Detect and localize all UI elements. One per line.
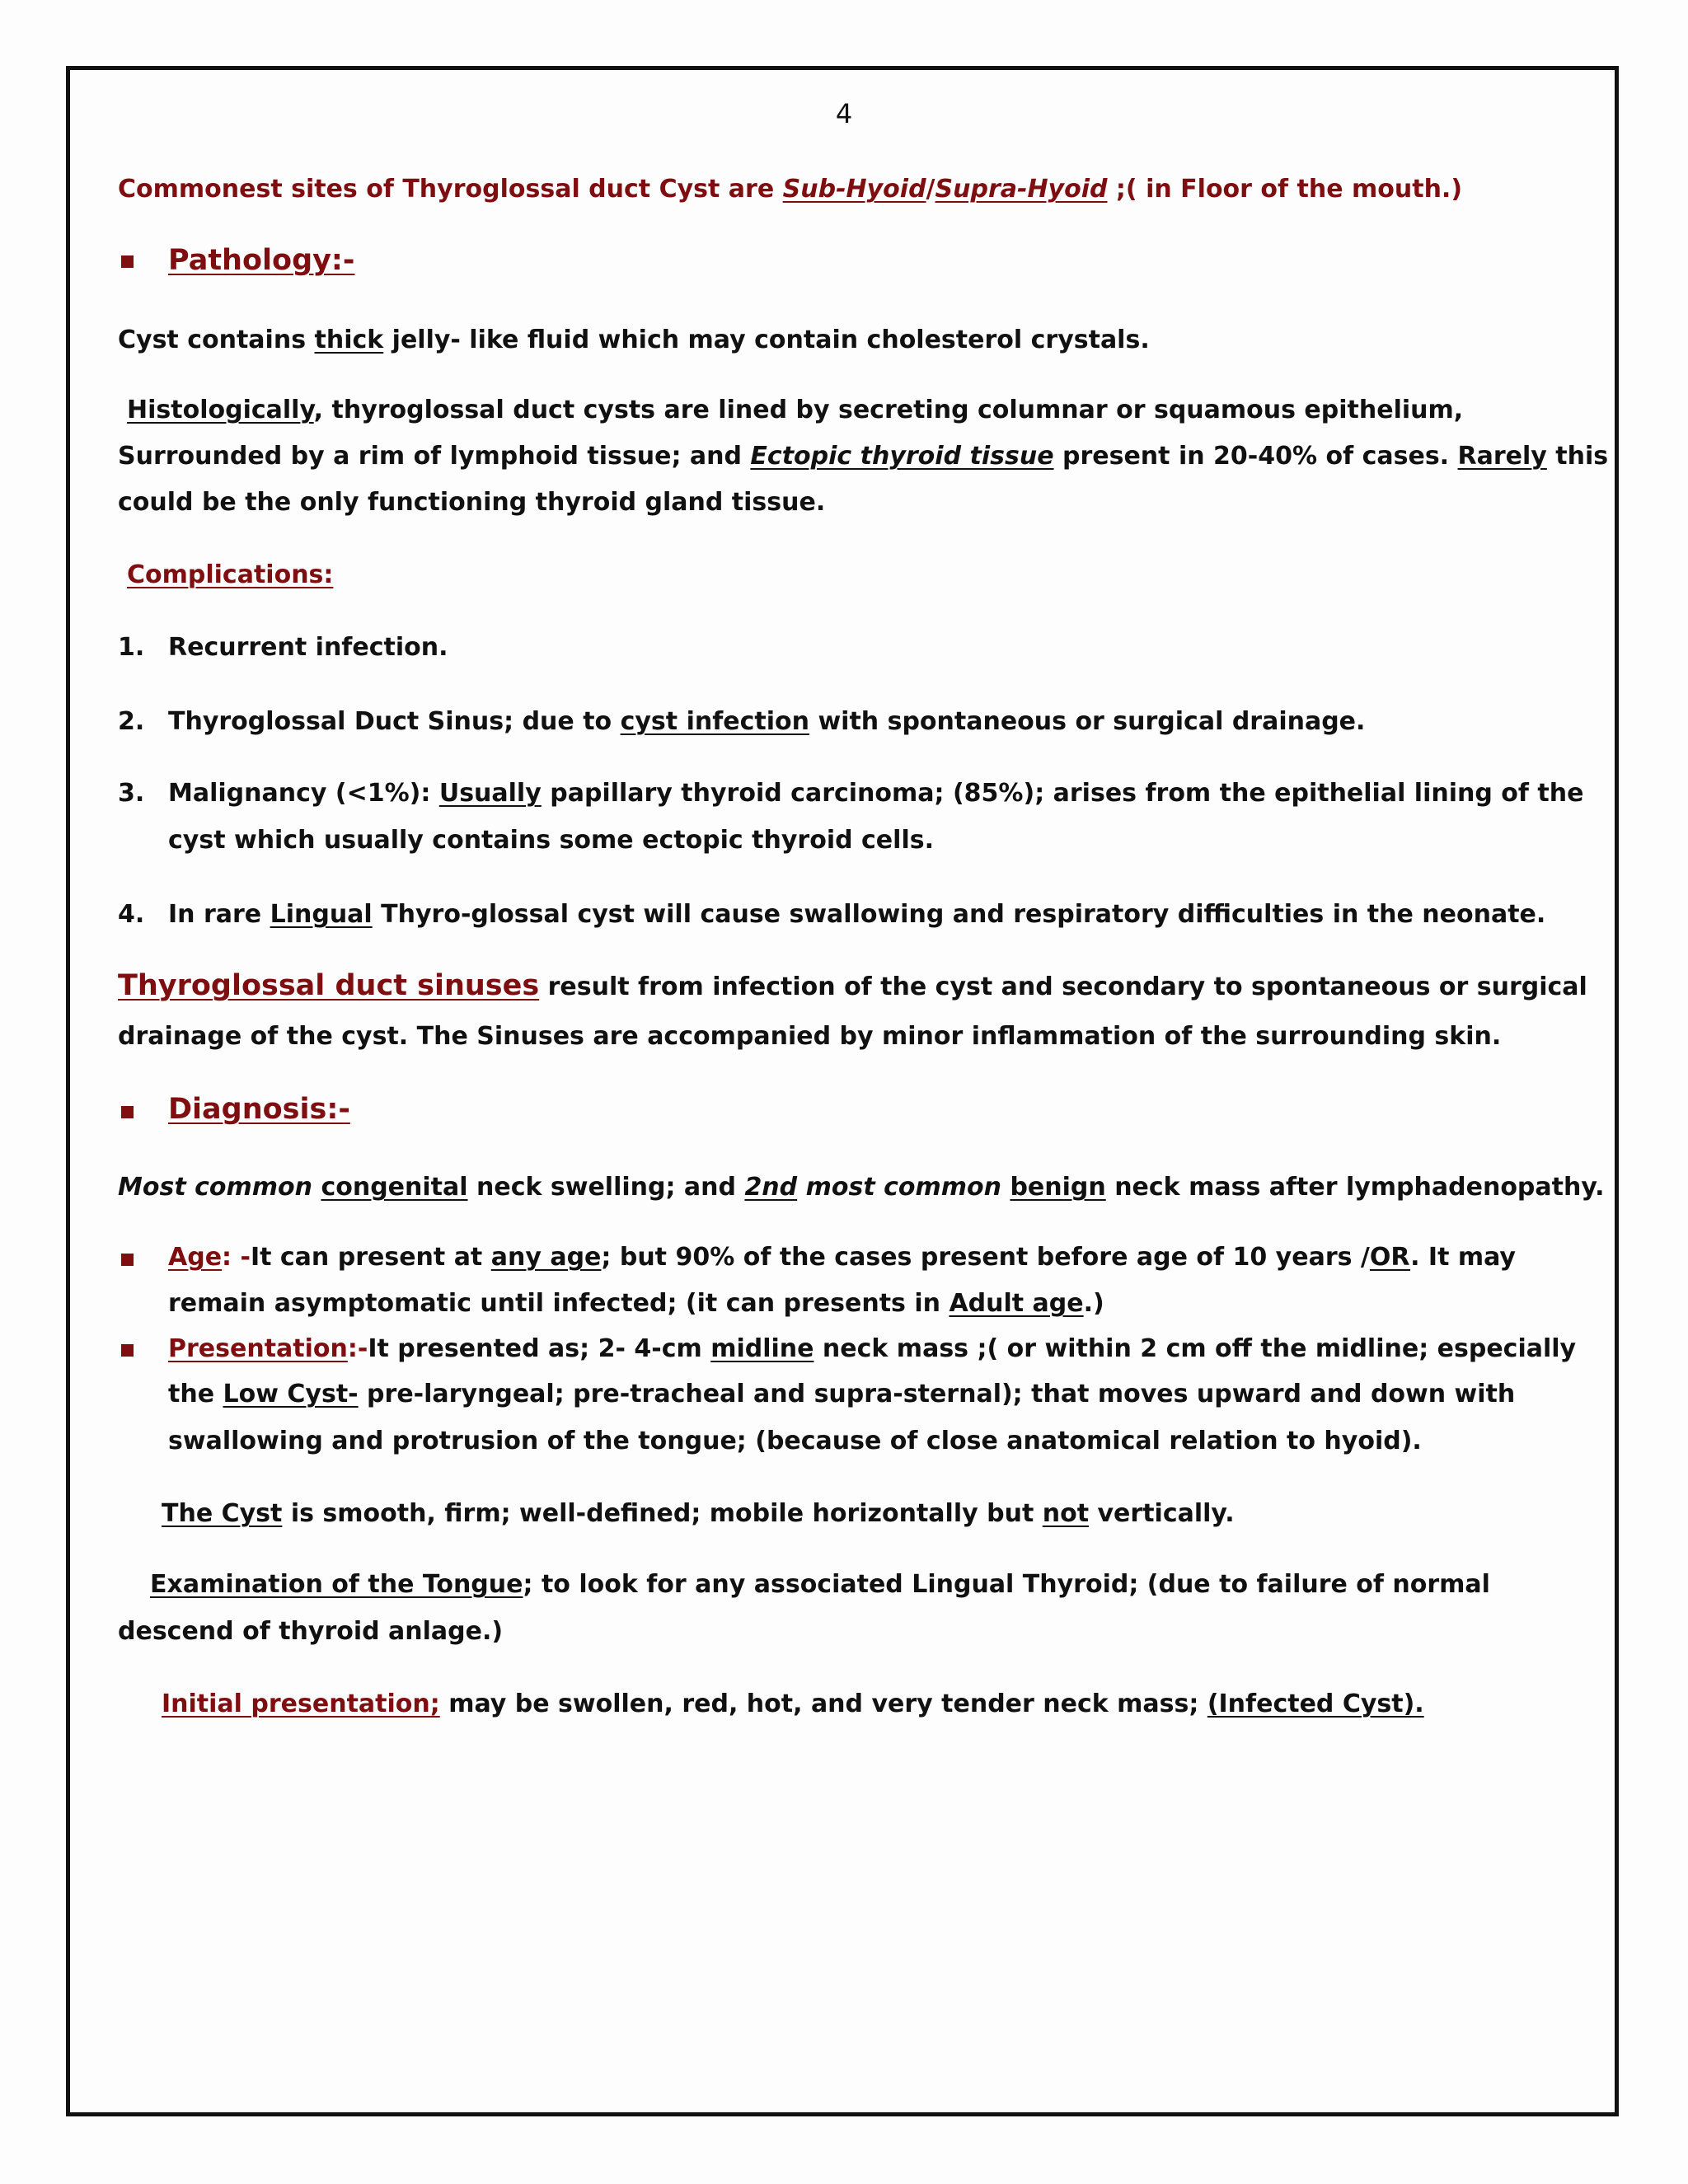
presentation-c: the	[168, 1380, 223, 1408]
space	[312, 1173, 321, 1202]
complications-heading: Complications:	[127, 560, 334, 589]
p1-text-b: jelly- like fluid which may contain cholesterol crystals.	[383, 326, 1150, 354]
age-line2	[168, 1289, 1104, 1319]
pathology-p2-line1	[127, 396, 1463, 425]
any-age: any age	[490, 1243, 602, 1272]
item-3-underlined: Usually	[438, 779, 542, 808]
age-b: ; but 90% of the cases present before age of 10 years /	[601, 1243, 1370, 1272]
age-d: remain asymptomatic until infected; (it can presents in	[168, 1289, 950, 1318]
space	[1001, 1173, 1010, 1202]
congenital-word: congenital	[321, 1173, 468, 1202]
item-3-b: papillary thyroid carcinoma; (85%); arises from the epithelial lining of the	[541, 779, 1584, 808]
presentation-b: neck mass ;( or within 2 cm off the midline; especially	[814, 1334, 1577, 1363]
age-a: It can present at	[250, 1243, 491, 1272]
tongue-label: Examination of the Tongue	[150, 1570, 523, 1599]
sub-hyoid: Sub-Hyoid	[782, 175, 926, 204]
item-3-text	[168, 779, 1583, 808]
not-word: not	[1042, 1499, 1090, 1528]
item-4-number: 4.	[118, 900, 145, 929]
initial-line	[162, 1690, 1424, 1719]
bullet-icon	[121, 1106, 134, 1118]
bullet-icon	[121, 1254, 134, 1266]
tongue-a: ; to look for any associated Lingual Thyroid; (due to failure of normal	[523, 1570, 1490, 1599]
benign-word: benign	[1010, 1173, 1106, 1202]
sinuses-text-a: result from infection of the cyst and secondary to spontaneous or surgical	[539, 972, 1587, 1001]
age-label: Age	[168, 1243, 223, 1272]
initial-label: Initial presentation;	[162, 1690, 440, 1718]
presentation-d: pre-laryngeal; pre-tracheal and supra-sternal); that moves upward and down with	[358, 1380, 1516, 1408]
adult-age: Adult age	[949, 1289, 1084, 1318]
diagnosis-heading: Diagnosis:-	[168, 1093, 350, 1126]
item-1-text: Recurrent infection.	[168, 633, 448, 662]
age-colon: : -	[222, 1243, 251, 1272]
midline-word: midline	[710, 1334, 814, 1363]
page-number: 4	[835, 98, 853, 129]
p2-text-b: Surrounded by a rim of lymphoid tissue; and	[118, 442, 751, 471]
initial-a: may be swollen, red, hot, and very tender neck mass;	[439, 1690, 1207, 1718]
item-1-number: 1.	[118, 633, 145, 662]
most-common: Most common	[118, 1173, 312, 1202]
p2-text-d: this	[1546, 442, 1609, 471]
or-word: OR	[1369, 1243, 1411, 1272]
tongue-line1	[150, 1570, 1490, 1600]
thick-word: thick	[314, 326, 384, 354]
item-3-number: 3.	[118, 779, 145, 808]
item-2-underlined: cyst infection	[620, 707, 809, 736]
sites-slash: /	[926, 175, 935, 204]
item-4-b: Thyro-glossal cyst will cause swallowing and respiratory difficulties in the neonate.	[372, 900, 1546, 929]
item-3-text-line2: cyst which usually contains some ectopic thyroid cells.	[168, 826, 934, 855]
item-4-a: In rare	[168, 900, 270, 929]
p2-text-a: , thyroglossal duct cysts are lined by secreting columnar or squamous epithelium,	[313, 396, 1464, 424]
sites-suffix: ;( in Floor of the mouth.)	[1107, 175, 1463, 204]
presentation-a: It presented as; 2- 4-cm	[368, 1334, 711, 1363]
sinuses-heading: Thyroglossal duct sinuses	[118, 969, 540, 1002]
pathology-p1	[118, 326, 1150, 355]
diagnosis-line	[118, 1173, 1605, 1202]
sinuses-line2: drainage of the cyst. The Sinuses are accompanied by minor inflammation of the surrounding skin.	[118, 1022, 1502, 1051]
age-c: . It may	[1410, 1243, 1516, 1272]
pathology-p2-line2	[118, 442, 1608, 471]
presentation-line3: swallowing and protrusion of the tongue; (because of close anatomical relation to hyoid).	[168, 1427, 1422, 1455]
age-e: .)	[1083, 1289, 1104, 1318]
presentation-line2	[168, 1380, 1515, 1409]
second-word: 2nd	[744, 1173, 798, 1202]
bullet-icon	[121, 1344, 134, 1357]
p2-text-c: present in 20-40% of cases.	[1053, 442, 1458, 471]
rarely-word: Rarely	[1457, 442, 1547, 471]
presentation-colon: :-	[347, 1334, 368, 1363]
diagnosis-end: neck mass after lymphadenopathy.	[1105, 1173, 1605, 1202]
pathology-p2-line3: could be the only functioning thyroid gland tissue.	[118, 488, 826, 517]
item-4-text	[168, 900, 1545, 930]
p1-text-a: Cyst contains	[118, 326, 315, 354]
ectopic-thyroid: Ectopic thyroid tissue	[750, 442, 1054, 471]
presentation-line1	[168, 1334, 1576, 1364]
item-4-underlined: Lingual	[270, 900, 373, 929]
item-3-a: Malignancy (<1%):	[168, 779, 439, 808]
sites-line	[118, 175, 1462, 204]
item-2-b: with spontaneous or surgical drainage.	[809, 707, 1366, 736]
page-border	[66, 66, 1619, 2116]
supra-hyoid: Supra-Hyoid	[935, 175, 1108, 204]
cyst-b: vertically.	[1089, 1499, 1235, 1528]
item-2-a: Thyroglossal Duct Sinus; due to	[168, 707, 621, 736]
diagnosis-mid: neck swelling; and	[467, 1173, 745, 1202]
tongue-line2: descend of thyroid anlage.)	[118, 1617, 504, 1646]
presentation-label: Presentation	[168, 1334, 348, 1363]
pathology-heading: Pathology:-	[168, 244, 355, 277]
age-line1	[168, 1243, 1516, 1272]
cyst-a: is smooth, firm; well-defined; mobile horizontally but	[282, 1499, 1043, 1528]
infected-cyst: (Infected Cyst).	[1207, 1690, 1424, 1718]
bullet-icon	[121, 255, 134, 268]
low-cyst: Low Cyst-	[223, 1380, 359, 1408]
histologically-word: Histologically	[127, 396, 314, 424]
sites-prefix: Commonest sites of Thyroglossal duct Cyst are	[118, 175, 783, 204]
item-2-text	[168, 707, 1365, 737]
item-2-number: 2.	[118, 707, 145, 736]
cyst-label: The Cyst	[162, 1499, 283, 1528]
most-common-2: most common	[797, 1173, 1001, 1202]
sinuses-line1	[118, 971, 1587, 1002]
cyst-line	[162, 1499, 1235, 1529]
